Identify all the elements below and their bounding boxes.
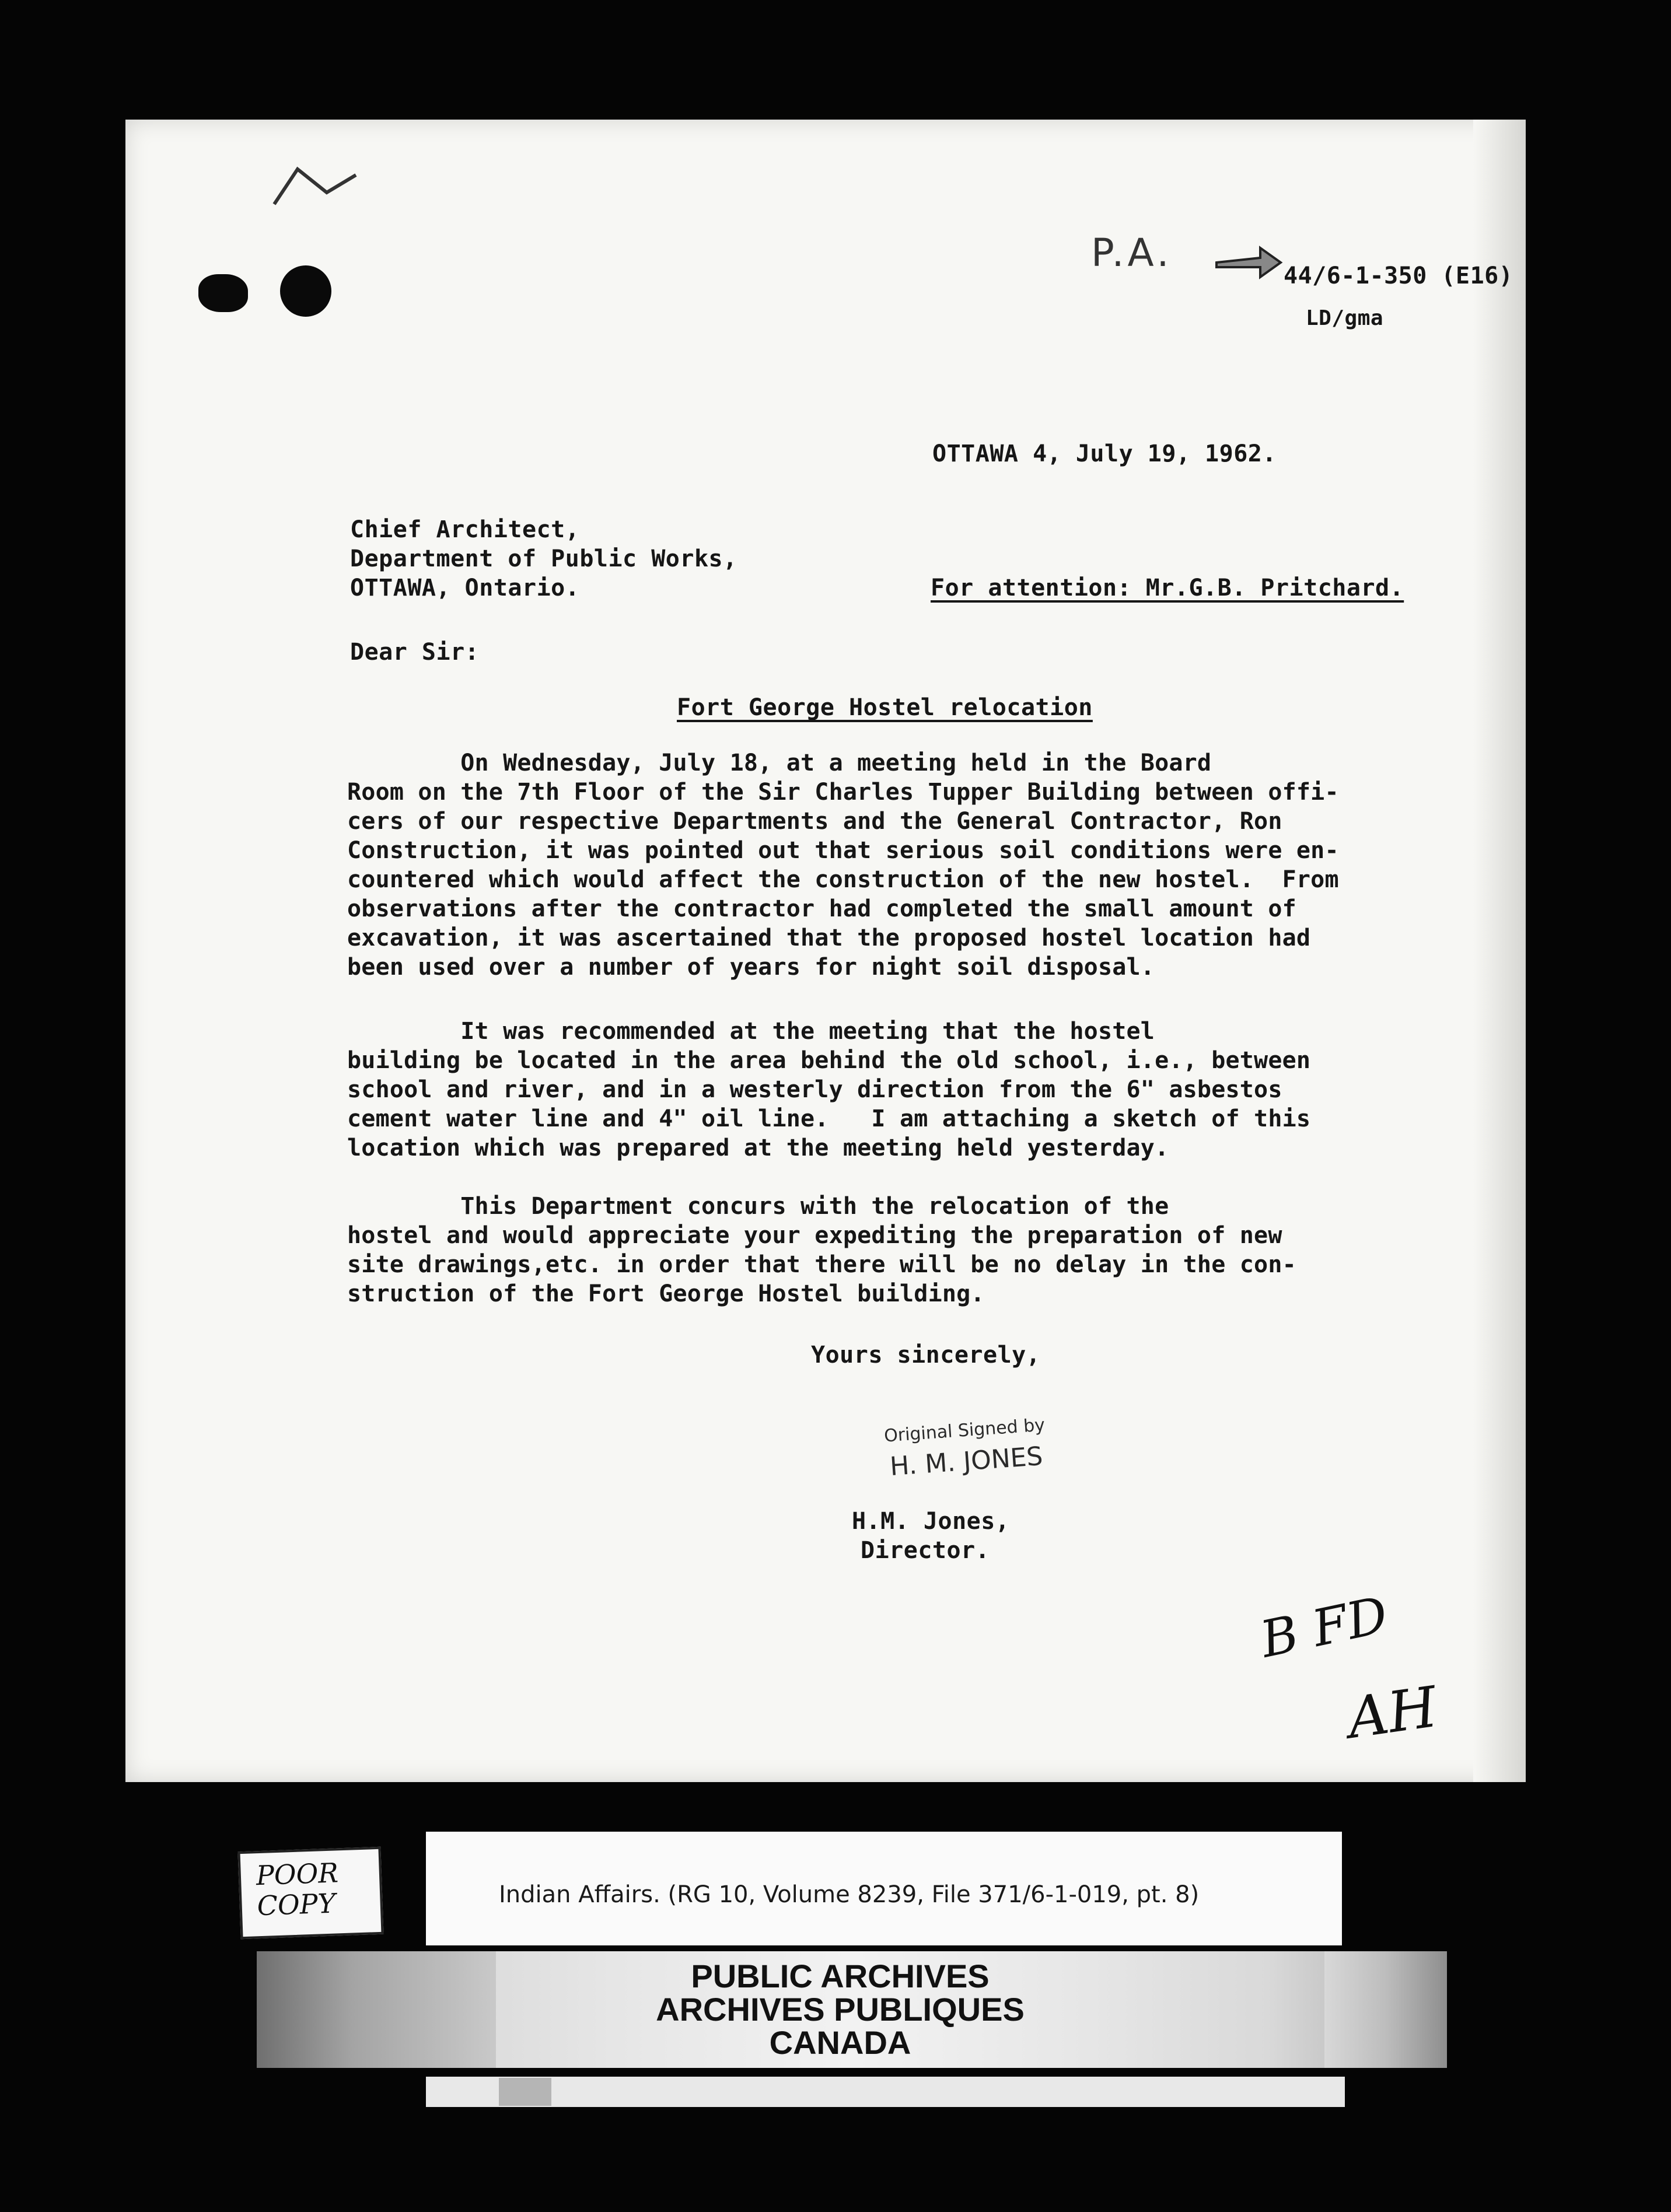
signed-stamp-caption: Original Signed by	[883, 1415, 1046, 1447]
bottom-strip	[426, 2077, 1345, 2107]
poor-copy-line: COPY	[256, 1887, 336, 1922]
paragraph-2-line: building be located in the area behind the old school, i.e., between	[347, 1047, 1311, 1074]
arrow-icon	[1214, 239, 1284, 286]
paragraph-1-line: been used over a number of years for night soil disposal.	[347, 954, 1155, 981]
handwritten-initials: AH	[1343, 1674, 1442, 1752]
archives-banner-right-shade	[1324, 1951, 1447, 2068]
paragraph-1-line: excavation, it was ascertained that the proposed hostel location had	[347, 925, 1311, 951]
paragraph-1-line: On Wednesday, July 18, at a meeting held in the Board	[347, 750, 1212, 776]
punch-hole-left	[198, 274, 248, 312]
paragraph-3-line: This Department concurs with the relocation of the	[347, 1193, 1169, 1220]
paragraph-1-line: Construction, it was pointed out that serious soil conditions were en-	[347, 837, 1339, 864]
paragraph-1-line: cers of our respective Departments and the General Contractor, Ron	[347, 808, 1282, 835]
addressee-line-3: OTTAWA, Ontario.	[350, 575, 580, 601]
signer-name: H.M. Jones,	[852, 1508, 1010, 1535]
paragraph-1-line: observations after the contractor had completed the small amount of	[347, 895, 1296, 922]
subject-line: Fort George Hostel relocation	[677, 694, 1093, 721]
paragraph-3-line: struction of the Fort George Hostel building.	[347, 1280, 985, 1307]
poor-copy-label	[237, 1847, 383, 1939]
paragraph-1-line: Room on the 7th Floor of the Sir Charles Tupper Building between offi-	[347, 779, 1339, 806]
date-line: OTTAWA 4, July 19, 1962.	[932, 440, 1277, 467]
archives-title-line: PUBLIC ARCHIVES	[691, 1958, 990, 1994]
attention-line: For attention: Mr.G.B. Pritchard.	[931, 575, 1404, 601]
typist-initials: LD/gma	[1306, 306, 1384, 330]
closing: Yours sincerely,	[811, 1342, 1041, 1368]
addressee-line-1: Chief Architect,	[350, 516, 580, 543]
page-edge-shadow	[1473, 120, 1526, 1782]
poor-copy-line: POOR	[255, 1857, 339, 1892]
paragraph-3-line: hostel and would appreciate your expediting the preparation of new	[347, 1222, 1282, 1249]
archives-title-line: CANADA	[769, 2024, 911, 2061]
archive-reference: Indian Affairs. (RG 10, Volume 8239, File 371/6-1-019, pt. 8)	[499, 1881, 1200, 1908]
pa-stamp: P.A.	[1091, 230, 1173, 275]
addressee-line-2: Department of Public Works,	[350, 545, 737, 572]
paragraph-3-line: site drawings,etc. in order that there will be no delay in the con-	[347, 1251, 1296, 1278]
paragraph-2-line: school and river, and in a westerly direction from the 6" asbestos	[347, 1076, 1282, 1103]
paragraph-2-line: location which was prepared at the meeting held yesterday.	[347, 1135, 1169, 1161]
salutation: Dear Sir:	[350, 639, 480, 666]
paragraph-2-line: It was recommended at the meeting that the hostel	[347, 1018, 1155, 1045]
paragraph-2-line: cement water line and 4" oil line. I am attaching a sketch of this	[347, 1105, 1311, 1132]
paragraph-1-line: countered which would affect the construction of the new hostel. From	[347, 866, 1339, 893]
pencil-mark	[263, 158, 368, 222]
signed-stamp-name: H. M. JONES	[889, 1441, 1044, 1482]
signer-title: Director.	[861, 1537, 990, 1564]
bottom-strip-shadow	[499, 2078, 551, 2106]
archives-banner-left-shade	[257, 1951, 496, 2068]
archives-title-line: ARCHIVES PUBLIQUES	[656, 1991, 1025, 2028]
file-reference: 44/6-1-350 (E16)	[1284, 262, 1513, 289]
handwritten-initials: B FD	[1255, 1586, 1393, 1670]
punch-hole-right	[280, 265, 331, 317]
